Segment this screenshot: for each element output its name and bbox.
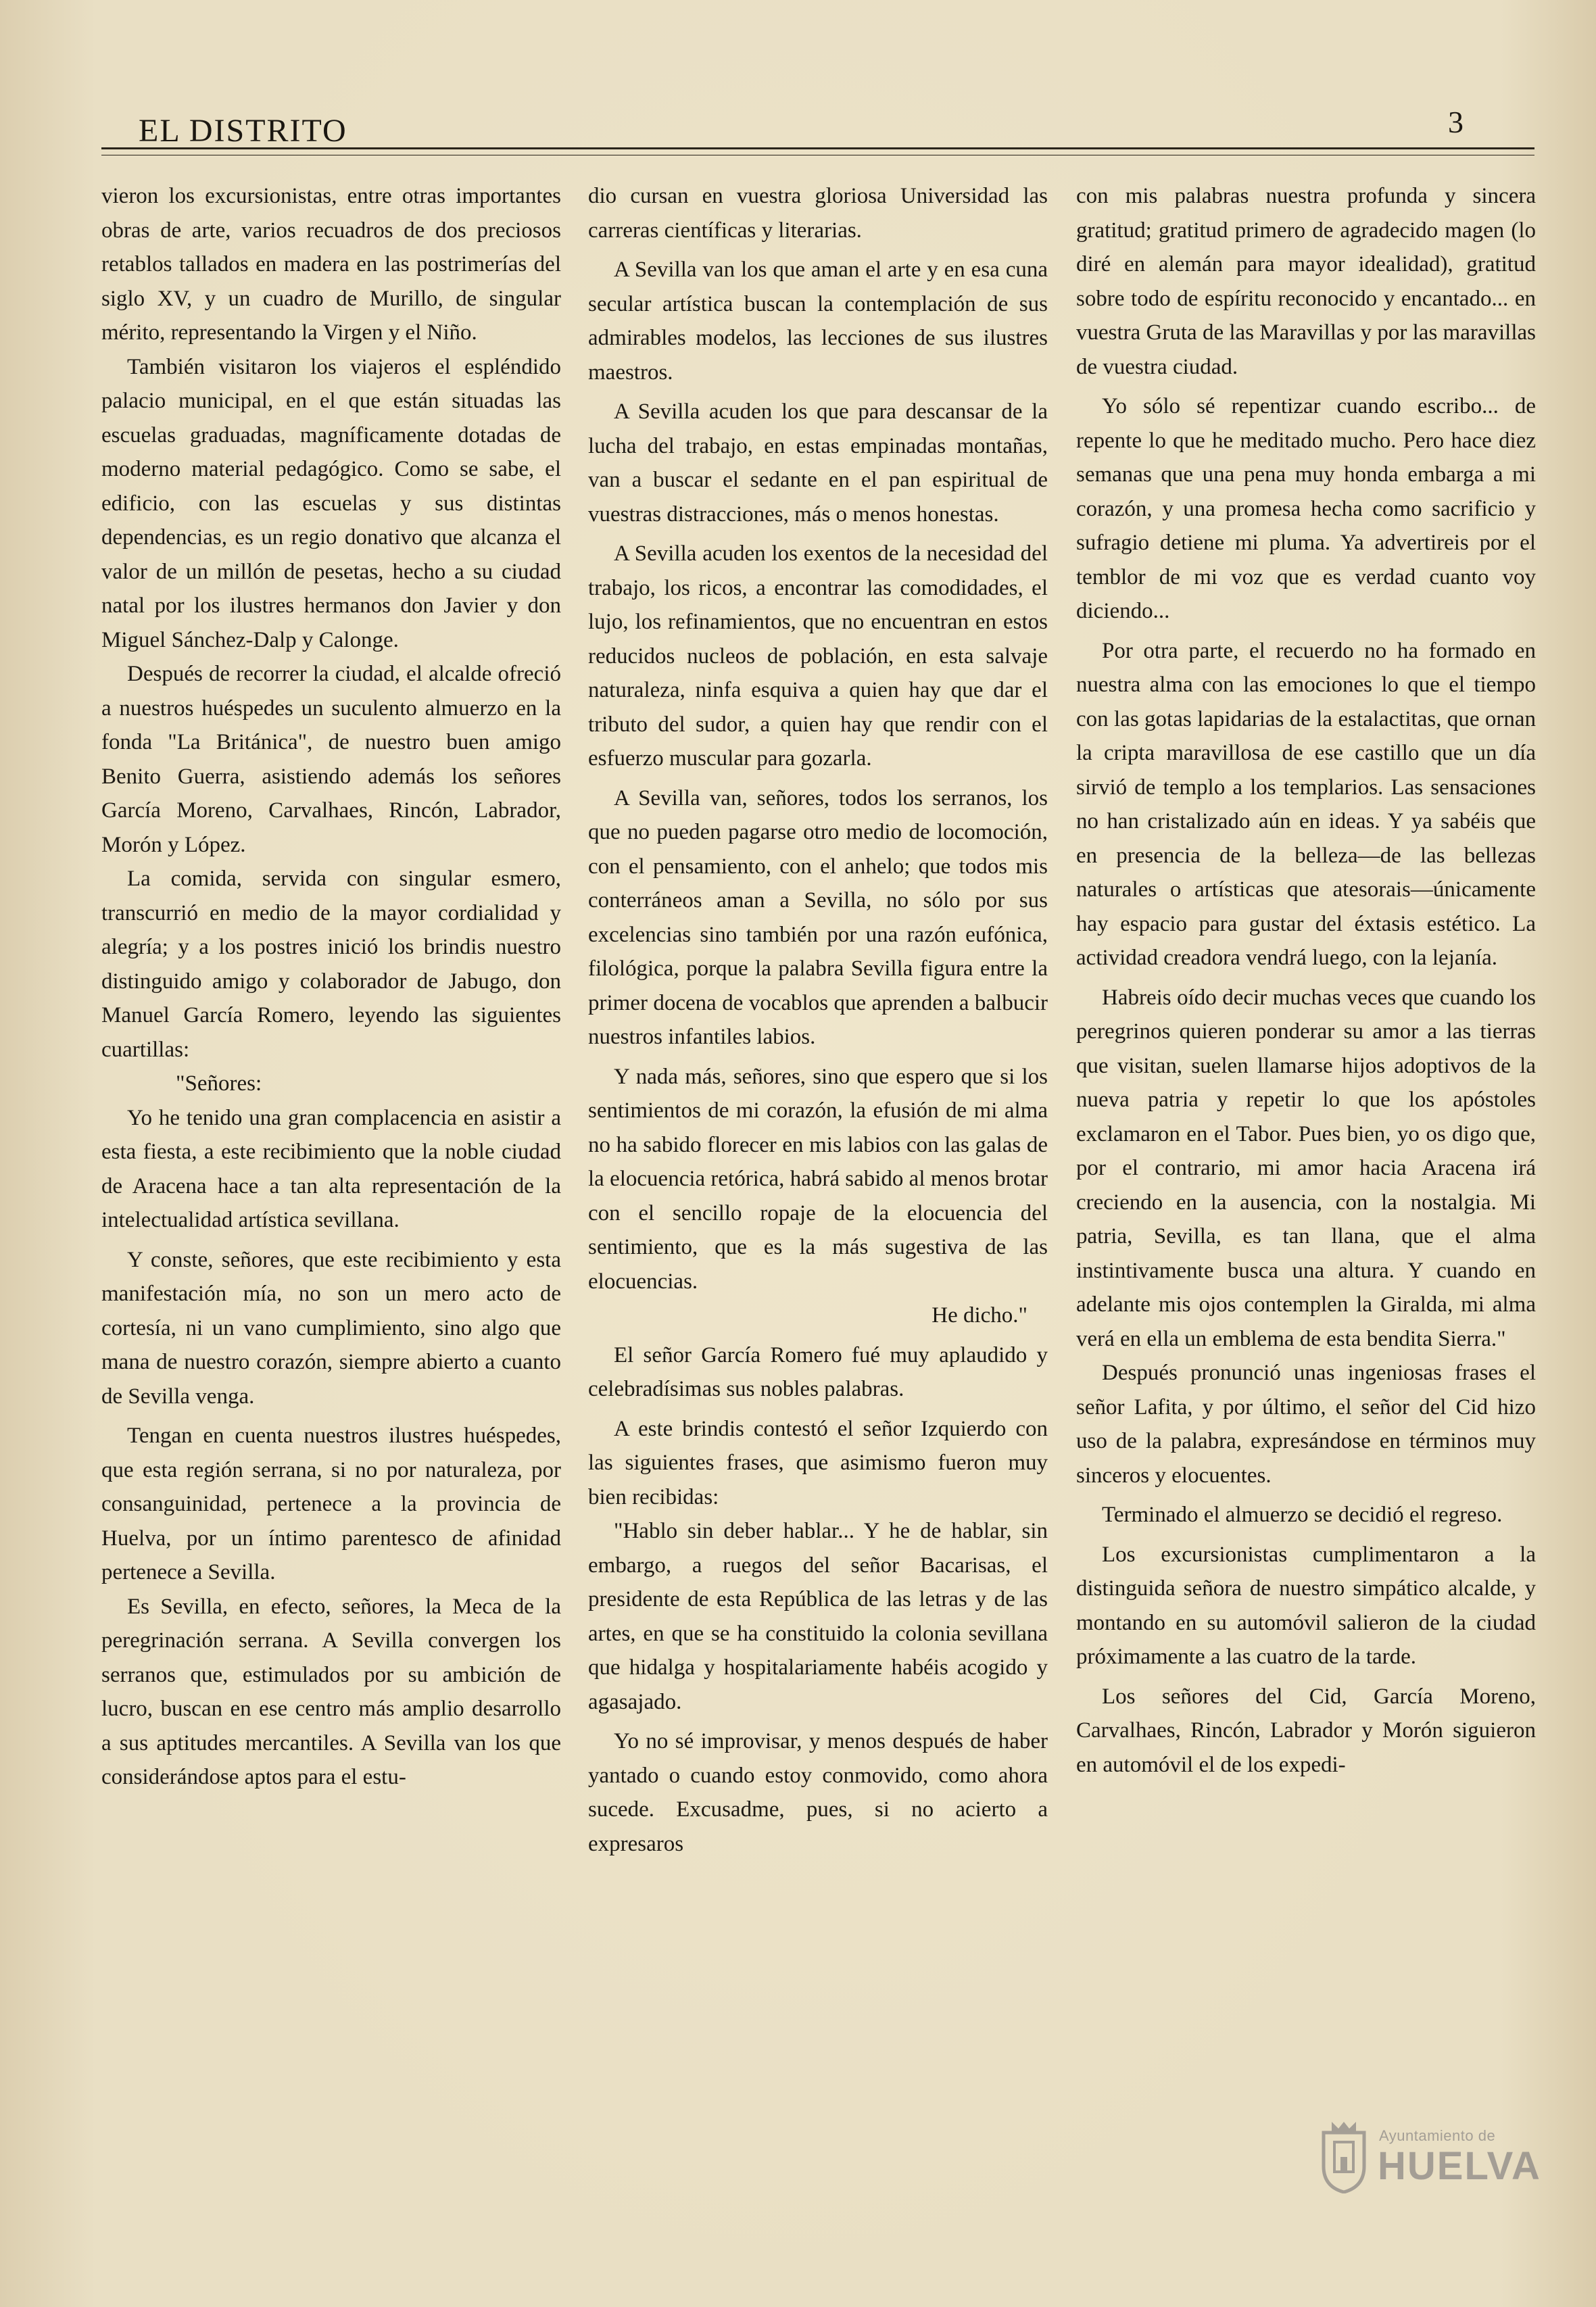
paragraph: Yo he tenido una gran complacencia en asistir a esta fiesta, a este recibimiento que la noble ciudad de Aracena hace a tan alta representación de la intelectualidad artística sevillana. — [101, 1105, 561, 1232]
newspaper-title: EL DISTRITO — [139, 113, 347, 149]
paragraph: El señor García Romero fué muy aplaudido y celebradísimas sus nobles palabras. — [588, 1342, 1048, 1401]
paragraph: A Sevilla acuden los exentos de la necesidad del trabajo, los ricos, a encontrar las comodidades, el lujo, los refinamientos, que no encuentran en estos reducidos nucleos de población, en esta salvaje naturaleza, ninfa esquiva a quien hay que dar el tributo del sudor, a quien hay que rendir con el esfuerzo muscular para gozarla. — [588, 541, 1048, 771]
paragraph: Es Sevilla, en efecto, señores, la Meca de la peregrinación serrana. A Sevilla convergen los serranos que, estimulados por su ambición de lucro, buscan en ese centro más amplio desarrollo a sus aptitudes mercantiles. A Sevilla van los que considerándose aptos para el estu- — [101, 1594, 561, 1789]
paragraph: Después pronunció unas ingeniosas frases el señor Lafita, y por último, el señor del Cid hizo uso de la palabra, expresándose en términos muy sinceros y elocuentes. — [1076, 1361, 1536, 1488]
salutation: "Señores: — [176, 1071, 262, 1096]
paragraph: A Sevilla van, señores, todos los serranos, los que no pueden pagarse otro medio de locomoción, con el pensamiento, con el anhelo; que todos mis conterráneos aman a Sevilla, no sólo por sus excelencias sino también por una razón eufónica, filológica, porque la palabra Sevilla figura entre la primer docena de vocablos que aprenden a balbucir nuestros infantiles labios. — [588, 785, 1048, 1049]
paragraph: Y nada más, señores, sino que espero que si los sentimientos de mi corazón, la efusión de mi alma no ha sabido florecer en mis labios con las galas de la elocuencia retórica, habrá sabido al menos brotar con el sencillo ropaje de la elocuencia del sentimiento, que es la más sugestiva de las elocuencias. — [588, 1064, 1048, 1294]
paragraph: A este brindis contestó el señor Izquierdo con las siguientes frases, que asimismo fueron muy bien recibidas: — [588, 1416, 1048, 1509]
coat-of-arms-icon — [1318, 2119, 1370, 2193]
paragraph: Yo sólo sé repentizar cuando escribo... de repente lo que he meditado mucho. Pero hace diez semanas que una pena muy honda embarga a mi corazón, y una promesa hecha como sacrificio y sufragio detiene mi pluma. Ya advertireis por el temblor de mi voz que es verdad cuanto voy diciendo... — [1076, 394, 1536, 623]
paragraph: Terminado el almuerzo se decidió el regreso. — [1102, 1503, 1503, 1527]
paragraph: Habreis oído decir muchas veces que cuando los peregrinos quieren ponderar su amor a las tierras que visitan, suelen llamarse hijos adoptivos de la nueva patria y repetir lo que los apóstoles exclamaron en el Tabor. Pues bien, yo os digo que, por el contrario, mi amor hacia Aracena irá creciendo en la ausencia, con la nostalgia. Mi patria, Sevilla, es tan llana, que el alma instintivamente busca una altura. Y cuando en adelante mis ojos contemplen la Giralda, mi alma verá en ella un emblema de esta bendita Sierra." — [1076, 985, 1536, 1351]
speech-closing: He dicho." — [932, 1303, 1027, 1328]
text-column-3 — [1076, 179, 1536, 1782]
page-number: 3 — [1448, 105, 1464, 139]
paragraph: A Sevilla acuden los que para descansar de la lucha del trabajo, en estas empinadas montañas, van a buscar el sedante en el pan espiritual de vuestras distracciones, más o menos honestas. — [588, 399, 1048, 527]
paragraph: Los excursionistas cumplimentaron a la distinguida señora de nuestro simpático alcalde, y montando en su automóvil salieron de la ciudad próximamente a las cuatro de la tarde. — [1076, 1542, 1536, 1669]
paragraph: Por otra parte, el recuerdo no ha formado en nuestra alma con las emociones lo que el tiempo con las gotas lapidarias de la estalactitas, que ornan la cripta maravillosa de ese castillo que un día sirvió de templo a los templarios. Las sensaciones no han cristalizado aún en ideas. Y ya sabéis que en presencia de la belleza—de las bellezas naturales o artísticas que atesorais—únicamente hay espacio para gustar del éxtasis estético. La actividad creadora vendrá luego, con la lejanía. — [1076, 638, 1536, 970]
paragraph: Y conste, señores, que este recibimiento y esta manifestación mía, no son un mero acto de cortesía, ni un vano cumplimiento, sino algo que mana de nuestro corazón, siempre abierto a cuanto de Sevilla venga. — [101, 1247, 561, 1409]
paragraph: A Sevilla van los que aman el arte y en esa cuna secular artística buscan la contemplación de sus admirables modelos, las lecciones de sus ilustres maestros. — [588, 258, 1048, 385]
paragraph: Los señores del Cid, García Moreno, Carvalhaes, Rincón, Labrador y Morón siguieron en automóvil el de los expedi- — [1076, 1684, 1536, 1777]
text-column-2 — [588, 179, 1048, 1861]
paragraph: "Hablo sin deber hablar... Y he de hablar, sin embargo, a ruegos del señor Bacarisas, el presidente de esta República de las letras y de las artes, en que se ha constituido la colonia sevillana que hidalga y hospitalariamente habéis acogido y agasajado. — [588, 1519, 1048, 1714]
paragraph: Yo no sé improvisar, y menos después de haber yantado o cuando estoy conmovido, como ahora sucede. Excusadme, pues, si no acierto a expresaros — [588, 1729, 1048, 1856]
paragraph: Tengan en cuenta nuestros ilustres huéspedes, que esta región serrana, si no por naturaleza, por consanguinidad, pertenece a la provincia de Huelva, por un íntimo parentesco de afinidad pertenece a Sevilla. — [101, 1424, 561, 1584]
paragraph: dio cursan en vuestra gloriosa Universidad las carreras científicas y literarias. — [588, 184, 1048, 243]
paragraph: vieron los excursionistas, entre otras importantes obras de arte, varios recuadros de dos preciosos retablos tallados en madera en las postrimerías del siglo XV, y un cuadro de Murillo, de singular mérito, representando la Virgen y el Niño. — [101, 184, 561, 345]
paragraph: Después de recorrer la ciudad, el alcalde ofreció a nuestros huéspedes un suculento almuerzo en la fonda "La Británica", de nuestro buen amigo Benito Guerra, asistiendo además los señores García Moreno, Carvalhaes, Rincón, Labrador, Morón y López. — [101, 662, 561, 857]
paragraph: La comida, servida con singular esmero, transcurrió en medio de la mayor cordialidad y alegría; y a los postres inició los brindis nuestro distinguido amigo y colaborador de Jabugo, don Manuel García Romero, leyendo las siguientes cuartillas: — [101, 867, 561, 1062]
watermark-title: HUELVA — [1378, 2144, 1541, 2188]
header-rule — [101, 147, 1534, 155]
archive-watermark — [1318, 2119, 1541, 2295]
paragraph: También visitaron los viajeros el espléndido palacio municipal, en el que están situadas las escuelas graduadas, magníficamente dotadas de moderno material pedagógico. Como se sabe, el edificio, con las escuelas y sus distintas dependencias, es un regio donativo que alcanza el valor de un millón de pesetas, hecho a su ciudad natal por los ilustres hermanos don Javier y don Miguel Sánchez-Dalp y Calonge. — [101, 354, 561, 652]
paragraph: con mis palabras nuestra profunda y sincera gratitud; gratitud primero de agradecido magen (lo diré en alemán para mayor idealidad), gratitud sobre todo de espíritu reconocido y encantado... en vuestra Gruta de las Maravillas y por las maravillas de vuestra ciudad. — [1076, 184, 1536, 379]
text-column-1 — [101, 179, 561, 1795]
watermark-subtitle: Ayuntamiento de — [1379, 2127, 1496, 2144]
